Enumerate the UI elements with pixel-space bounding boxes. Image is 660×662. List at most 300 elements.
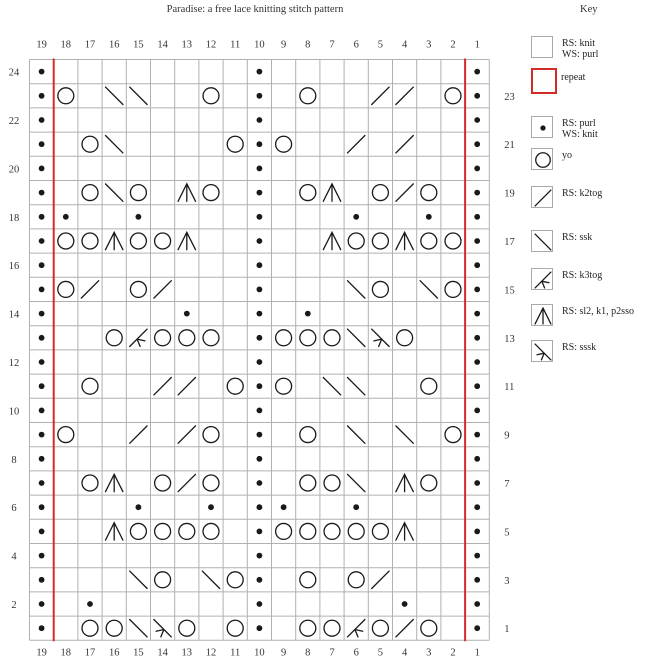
yo-stitch [372, 185, 388, 201]
yo-stitch [348, 523, 364, 539]
sssk-stitch [535, 344, 551, 360]
purl-stitch [474, 190, 480, 196]
yo-stitch [130, 185, 146, 201]
row-label: 3 [504, 575, 510, 587]
slash-icon [531, 186, 553, 208]
key-label [562, 150, 572, 161]
cdd-stitch [323, 184, 340, 201]
key-item-sssk [531, 340, 660, 370]
purl-stitch [39, 69, 45, 75]
k3tog-stitch [347, 619, 364, 636]
purl-stitch [540, 125, 545, 130]
purl-stitch [474, 577, 480, 583]
ssk-stitch [535, 234, 551, 250]
purl-stitch [256, 625, 262, 631]
purl-stitch [256, 311, 262, 317]
column-label: 4 [401, 647, 408, 659]
purl-stitch [39, 504, 45, 510]
yo-stitch [324, 330, 340, 346]
ssk-stitch [347, 474, 364, 491]
k2tog-stitch [347, 135, 364, 152]
yo-stitch [203, 185, 219, 201]
k2tog-stitch [154, 281, 171, 298]
key-label-line: WS: knit [562, 129, 598, 140]
yo-stitch [130, 523, 146, 539]
yo-stitch [130, 233, 146, 249]
purl-stitch [256, 577, 262, 583]
k2tog-stitch [396, 87, 413, 104]
yo-stitch [82, 475, 98, 491]
yo-stitch [300, 330, 316, 346]
row-label: 18 [8, 212, 20, 224]
key-label [562, 188, 602, 199]
yo-stitch [372, 281, 388, 297]
key-item-yo [531, 148, 660, 178]
chart-title: Paradise: a free lace knitting stitch pattern [166, 4, 344, 15]
ssk-stitch [420, 281, 437, 298]
purl-stitch [474, 238, 480, 244]
yo-stitch [300, 475, 316, 491]
yo-stitch [536, 153, 551, 168]
yo-stitch [155, 523, 171, 539]
cdd-stitch [396, 232, 413, 249]
row-label: 19 [504, 188, 515, 200]
k2tog-stitch [178, 474, 195, 491]
purl-stitch [256, 601, 262, 607]
cdd-stitch [105, 523, 122, 540]
purl-stitch [281, 504, 287, 510]
row-label: 4 [11, 551, 17, 563]
yo-stitch [421, 185, 437, 201]
backslash-icon [531, 230, 553, 252]
purl-stitch [474, 407, 480, 413]
yo-stitch [445, 427, 461, 443]
key-label [562, 118, 598, 140]
purl-stitch [353, 504, 359, 510]
yo-stitch [203, 330, 219, 346]
red-box-icon [531, 68, 557, 94]
key-item-k3tog [531, 268, 660, 298]
key-label [562, 232, 592, 243]
yo-stitch [203, 475, 219, 491]
column-label: 2 [450, 647, 456, 659]
k2tog-stitch [154, 377, 171, 394]
row-label: 24 [8, 67, 20, 79]
yo-stitch [179, 620, 195, 636]
purl-stitch [256, 141, 262, 147]
purl-stitch [256, 190, 262, 196]
key-label-line: RS: sl2, k1, p2sso [562, 306, 634, 317]
yo-stitch [397, 330, 413, 346]
row-label: 12 [8, 358, 20, 369]
cdd-stitch [105, 232, 122, 249]
column-label: 1 [474, 39, 480, 51]
yo-stitch [227, 620, 243, 636]
column-label: 18 [60, 647, 72, 659]
k2tog-stitch [396, 184, 413, 201]
column-label: 3 [426, 39, 432, 51]
yo-stitch [106, 330, 122, 346]
purl-stitch [474, 286, 480, 292]
purl-stitch [39, 383, 45, 389]
column-label: 6 [353, 39, 359, 51]
column-label: 13 [181, 647, 193, 659]
yo-stitch [130, 281, 146, 297]
purl-stitch [39, 165, 45, 171]
purl-stitch [39, 480, 45, 486]
purl-stitch [256, 165, 262, 171]
row-label: 6 [11, 503, 17, 515]
purl-stitch [474, 69, 480, 75]
yo-stitch [155, 572, 171, 588]
key-label-line: RS: purl [562, 118, 596, 129]
purl-stitch [87, 601, 93, 607]
column-label: 11 [230, 647, 241, 659]
column-label: 6 [353, 647, 359, 659]
purl-stitch [474, 625, 480, 631]
column-label: 10 [254, 647, 265, 659]
ssk-stitch [202, 571, 219, 588]
key-label [561, 72, 585, 83]
yo-stitch [58, 281, 74, 297]
purl-stitch [256, 214, 262, 220]
yo-stitch [300, 523, 316, 539]
k2tog-stitch [178, 377, 195, 394]
row-label: 17 [504, 237, 515, 248]
yo-stitch [324, 523, 340, 539]
purl-stitch [39, 432, 45, 438]
purl-stitch [474, 311, 480, 317]
purl-stitch [353, 214, 359, 220]
purl-stitch [135, 214, 141, 220]
yo-stitch [82, 233, 98, 249]
row-label: 8 [11, 454, 17, 466]
column-label: 11 [230, 39, 241, 51]
column-label: 3 [426, 647, 432, 659]
column-label: 19 [36, 39, 47, 51]
purl-stitch [256, 456, 262, 462]
yo-stitch [300, 620, 316, 636]
cdd-stitch [178, 232, 195, 249]
column-label: 10 [254, 39, 265, 51]
column-label: 13 [181, 39, 193, 51]
key-item-s2kp [531, 304, 660, 334]
cdd-stitch [396, 523, 413, 540]
cdd-stitch [105, 474, 122, 491]
cdd-icon [531, 304, 553, 326]
purl-stitch [474, 480, 480, 486]
yo-stitch [324, 475, 340, 491]
ssk-stitch [323, 377, 340, 394]
purl-stitch [305, 311, 311, 317]
purl-stitch [474, 117, 480, 123]
purl-stitch [256, 286, 262, 292]
purl-stitch [63, 214, 69, 220]
yo-stitch [82, 620, 98, 636]
purl-stitch [474, 528, 480, 534]
column-label: 15 [133, 647, 144, 659]
yo-stitch [300, 572, 316, 588]
column-label: 5 [377, 39, 384, 51]
yo-stitch [445, 281, 461, 297]
dot-icon [531, 116, 553, 138]
purl-stitch [474, 262, 480, 268]
column-label: 16 [108, 39, 120, 51]
purl-stitch [474, 601, 480, 607]
ssk-stitch [347, 426, 364, 443]
yo-stitch [179, 523, 195, 539]
yo-stitch [82, 378, 98, 394]
ssk-stitch [347, 281, 364, 298]
purl-stitch [256, 432, 262, 438]
row-label: 10 [8, 406, 20, 418]
purl-stitch [256, 69, 262, 75]
purl-stitch [256, 383, 262, 389]
key-item-knit [531, 36, 660, 66]
yo-stitch [58, 427, 74, 443]
purl-stitch [39, 93, 45, 99]
ssk-stitch [105, 87, 122, 104]
purl-stitch [474, 553, 480, 559]
key-label-line: RS: k2tog [562, 188, 603, 199]
yo-stitch [300, 185, 316, 201]
purl-stitch [39, 214, 45, 220]
purl-stitch [39, 359, 45, 365]
purl-stitch [474, 141, 480, 147]
empty-square-icon [531, 36, 553, 58]
purl-stitch [256, 335, 262, 341]
ssk-stitch [130, 571, 147, 588]
purl-stitch [256, 528, 262, 534]
yo-stitch [227, 572, 243, 588]
yo-stitch [300, 88, 316, 104]
ssk-stitch [347, 329, 364, 346]
row-label: 23 [504, 91, 515, 103]
key-item-ssk [531, 230, 660, 260]
k2tog-stitch [396, 619, 413, 636]
purl-stitch [474, 359, 480, 365]
key-label [562, 38, 598, 60]
purl-stitch [256, 262, 262, 268]
key-item-k2tog [531, 186, 660, 216]
purl-stitch [39, 335, 45, 341]
column-label: 7 [329, 647, 335, 659]
purl-stitch [256, 407, 262, 413]
purl-stitch [39, 311, 45, 317]
row-label: 1 [504, 624, 510, 636]
k3tog-stitch [130, 329, 147, 346]
ssk-stitch [105, 184, 122, 201]
key-item-purl [531, 116, 660, 146]
cdd-stitch [178, 184, 195, 201]
column-label: 2 [450, 39, 456, 51]
column-label: 19 [36, 647, 47, 659]
purl-stitch [39, 601, 45, 607]
purl-stitch [426, 214, 432, 220]
yo-stitch [203, 523, 219, 539]
k3tog-stitch [535, 272, 551, 288]
yo-stitch [179, 330, 195, 346]
column-label: 16 [108, 647, 120, 659]
row-label: 21 [504, 140, 515, 152]
purl-stitch [256, 480, 262, 486]
yo-stitch [324, 620, 340, 636]
row-label: 14 [8, 309, 20, 321]
purl-stitch [39, 117, 45, 123]
row-label: 20 [8, 164, 20, 176]
purl-stitch [39, 407, 45, 413]
yo-stitch [82, 185, 98, 201]
column-label: 18 [60, 39, 72, 51]
key-label-line: yo [562, 150, 572, 161]
column-label: 7 [329, 39, 335, 51]
row-label: 16 [8, 261, 20, 273]
key-label-line: RS: knit [562, 38, 596, 49]
ssk-stitch [347, 377, 364, 394]
key-label [562, 270, 602, 281]
purl-stitch [208, 504, 214, 510]
yo-stitch [276, 136, 292, 152]
yo-stitch [421, 475, 437, 491]
purl-stitch [39, 625, 45, 631]
yo-stitch [227, 136, 243, 152]
circle-icon [531, 148, 553, 170]
yo-stitch [421, 620, 437, 636]
purl-stitch [256, 117, 262, 123]
purl-stitch [474, 432, 480, 438]
purl-stitch [402, 601, 408, 607]
key-label [562, 306, 634, 317]
purl-stitch [184, 311, 190, 317]
yo-stitch [227, 378, 243, 394]
ssk-stitch [130, 619, 147, 636]
purl-stitch [256, 238, 262, 244]
purl-stitch [39, 238, 45, 244]
key-title: Key [580, 4, 598, 15]
purl-stitch [474, 335, 480, 341]
yo-stitch [155, 475, 171, 491]
key-label-line: RS: sssk [562, 342, 597, 353]
yo-stitch [155, 330, 171, 346]
key-label-line: repeat [561, 72, 586, 83]
column-label: 5 [377, 647, 384, 659]
purl-stitch [474, 456, 480, 462]
yo-stitch [58, 233, 74, 249]
yo-stitch [106, 620, 122, 636]
yo-stitch [445, 233, 461, 249]
yo-stitch [276, 378, 292, 394]
purl-stitch [474, 504, 480, 510]
yo-stitch [82, 136, 98, 152]
column-label: 17 [84, 647, 96, 659]
yo-stitch [203, 88, 219, 104]
purl-stitch [39, 577, 45, 583]
ssk-stitch [105, 135, 122, 152]
column-label: 12 [205, 39, 217, 51]
k2tog-stitch [178, 426, 195, 443]
column-label: 9 [280, 39, 287, 51]
key-label [562, 342, 596, 353]
column-label: 15 [133, 39, 144, 51]
purl-stitch [39, 553, 45, 559]
yo-stitch [203, 427, 219, 443]
purl-stitch [256, 359, 262, 365]
row-label: 22 [8, 116, 20, 127]
key-label-line: WS: purl [562, 49, 599, 60]
key-label-line: RS: k3tog [562, 270, 603, 281]
k2tog-stitch [372, 87, 389, 104]
row-label: 9 [504, 430, 510, 442]
purl-stitch [474, 165, 480, 171]
yo-stitch [445, 88, 461, 104]
yo-stitch [372, 233, 388, 249]
purl-stitch [474, 93, 480, 99]
key-label-line: RS: ssk [562, 232, 593, 243]
yo-stitch [372, 523, 388, 539]
row-label: 5 [504, 527, 510, 539]
column-label: 8 [305, 39, 311, 51]
sssk-stitch [372, 329, 389, 346]
yo-stitch [372, 620, 388, 636]
row-label: 7 [504, 479, 510, 490]
sssk-stitch [154, 619, 171, 636]
yo-stitch [276, 330, 292, 346]
yo-stitch [58, 88, 74, 104]
yo-stitch [421, 378, 437, 394]
k3tog-icon [531, 268, 553, 290]
column-label: 12 [205, 647, 217, 659]
purl-stitch [135, 504, 141, 510]
ssk-stitch [130, 87, 147, 104]
column-label: 9 [280, 647, 287, 659]
row-label: 2 [11, 600, 17, 611]
stitch-cells [39, 69, 480, 637]
column-label: 1 [474, 647, 480, 659]
yo-stitch [300, 427, 316, 443]
yo-stitch [348, 572, 364, 588]
purl-stitch [474, 383, 480, 389]
row-label: 15 [504, 285, 515, 297]
cdd-stitch [396, 474, 413, 491]
purl-stitch [474, 214, 480, 220]
k2tog-stitch [130, 426, 147, 443]
k2tog-stitch [535, 190, 551, 206]
purl-stitch [39, 528, 45, 534]
purl-stitch [39, 456, 45, 462]
column-label: 8 [305, 647, 311, 659]
row-label: 11 [504, 382, 515, 394]
cdd-stitch [323, 232, 340, 249]
column-label: 4 [401, 39, 408, 51]
cdd-stitch [535, 308, 551, 324]
purl-stitch [256, 93, 262, 99]
yo-stitch [348, 233, 364, 249]
yo-stitch [155, 233, 171, 249]
k2tog-stitch [372, 571, 389, 588]
purl-stitch [39, 262, 45, 268]
column-label: 14 [157, 647, 168, 659]
yo-stitch [421, 233, 437, 249]
purl-stitch [256, 504, 262, 510]
column-label: 14 [157, 39, 168, 51]
purl-stitch [39, 190, 45, 196]
purl-stitch [39, 141, 45, 147]
row-label: 13 [504, 333, 515, 345]
purl-stitch [256, 553, 262, 559]
purl-stitch [39, 286, 45, 292]
k2tog-stitch [396, 135, 413, 152]
sssk-icon [531, 340, 553, 362]
